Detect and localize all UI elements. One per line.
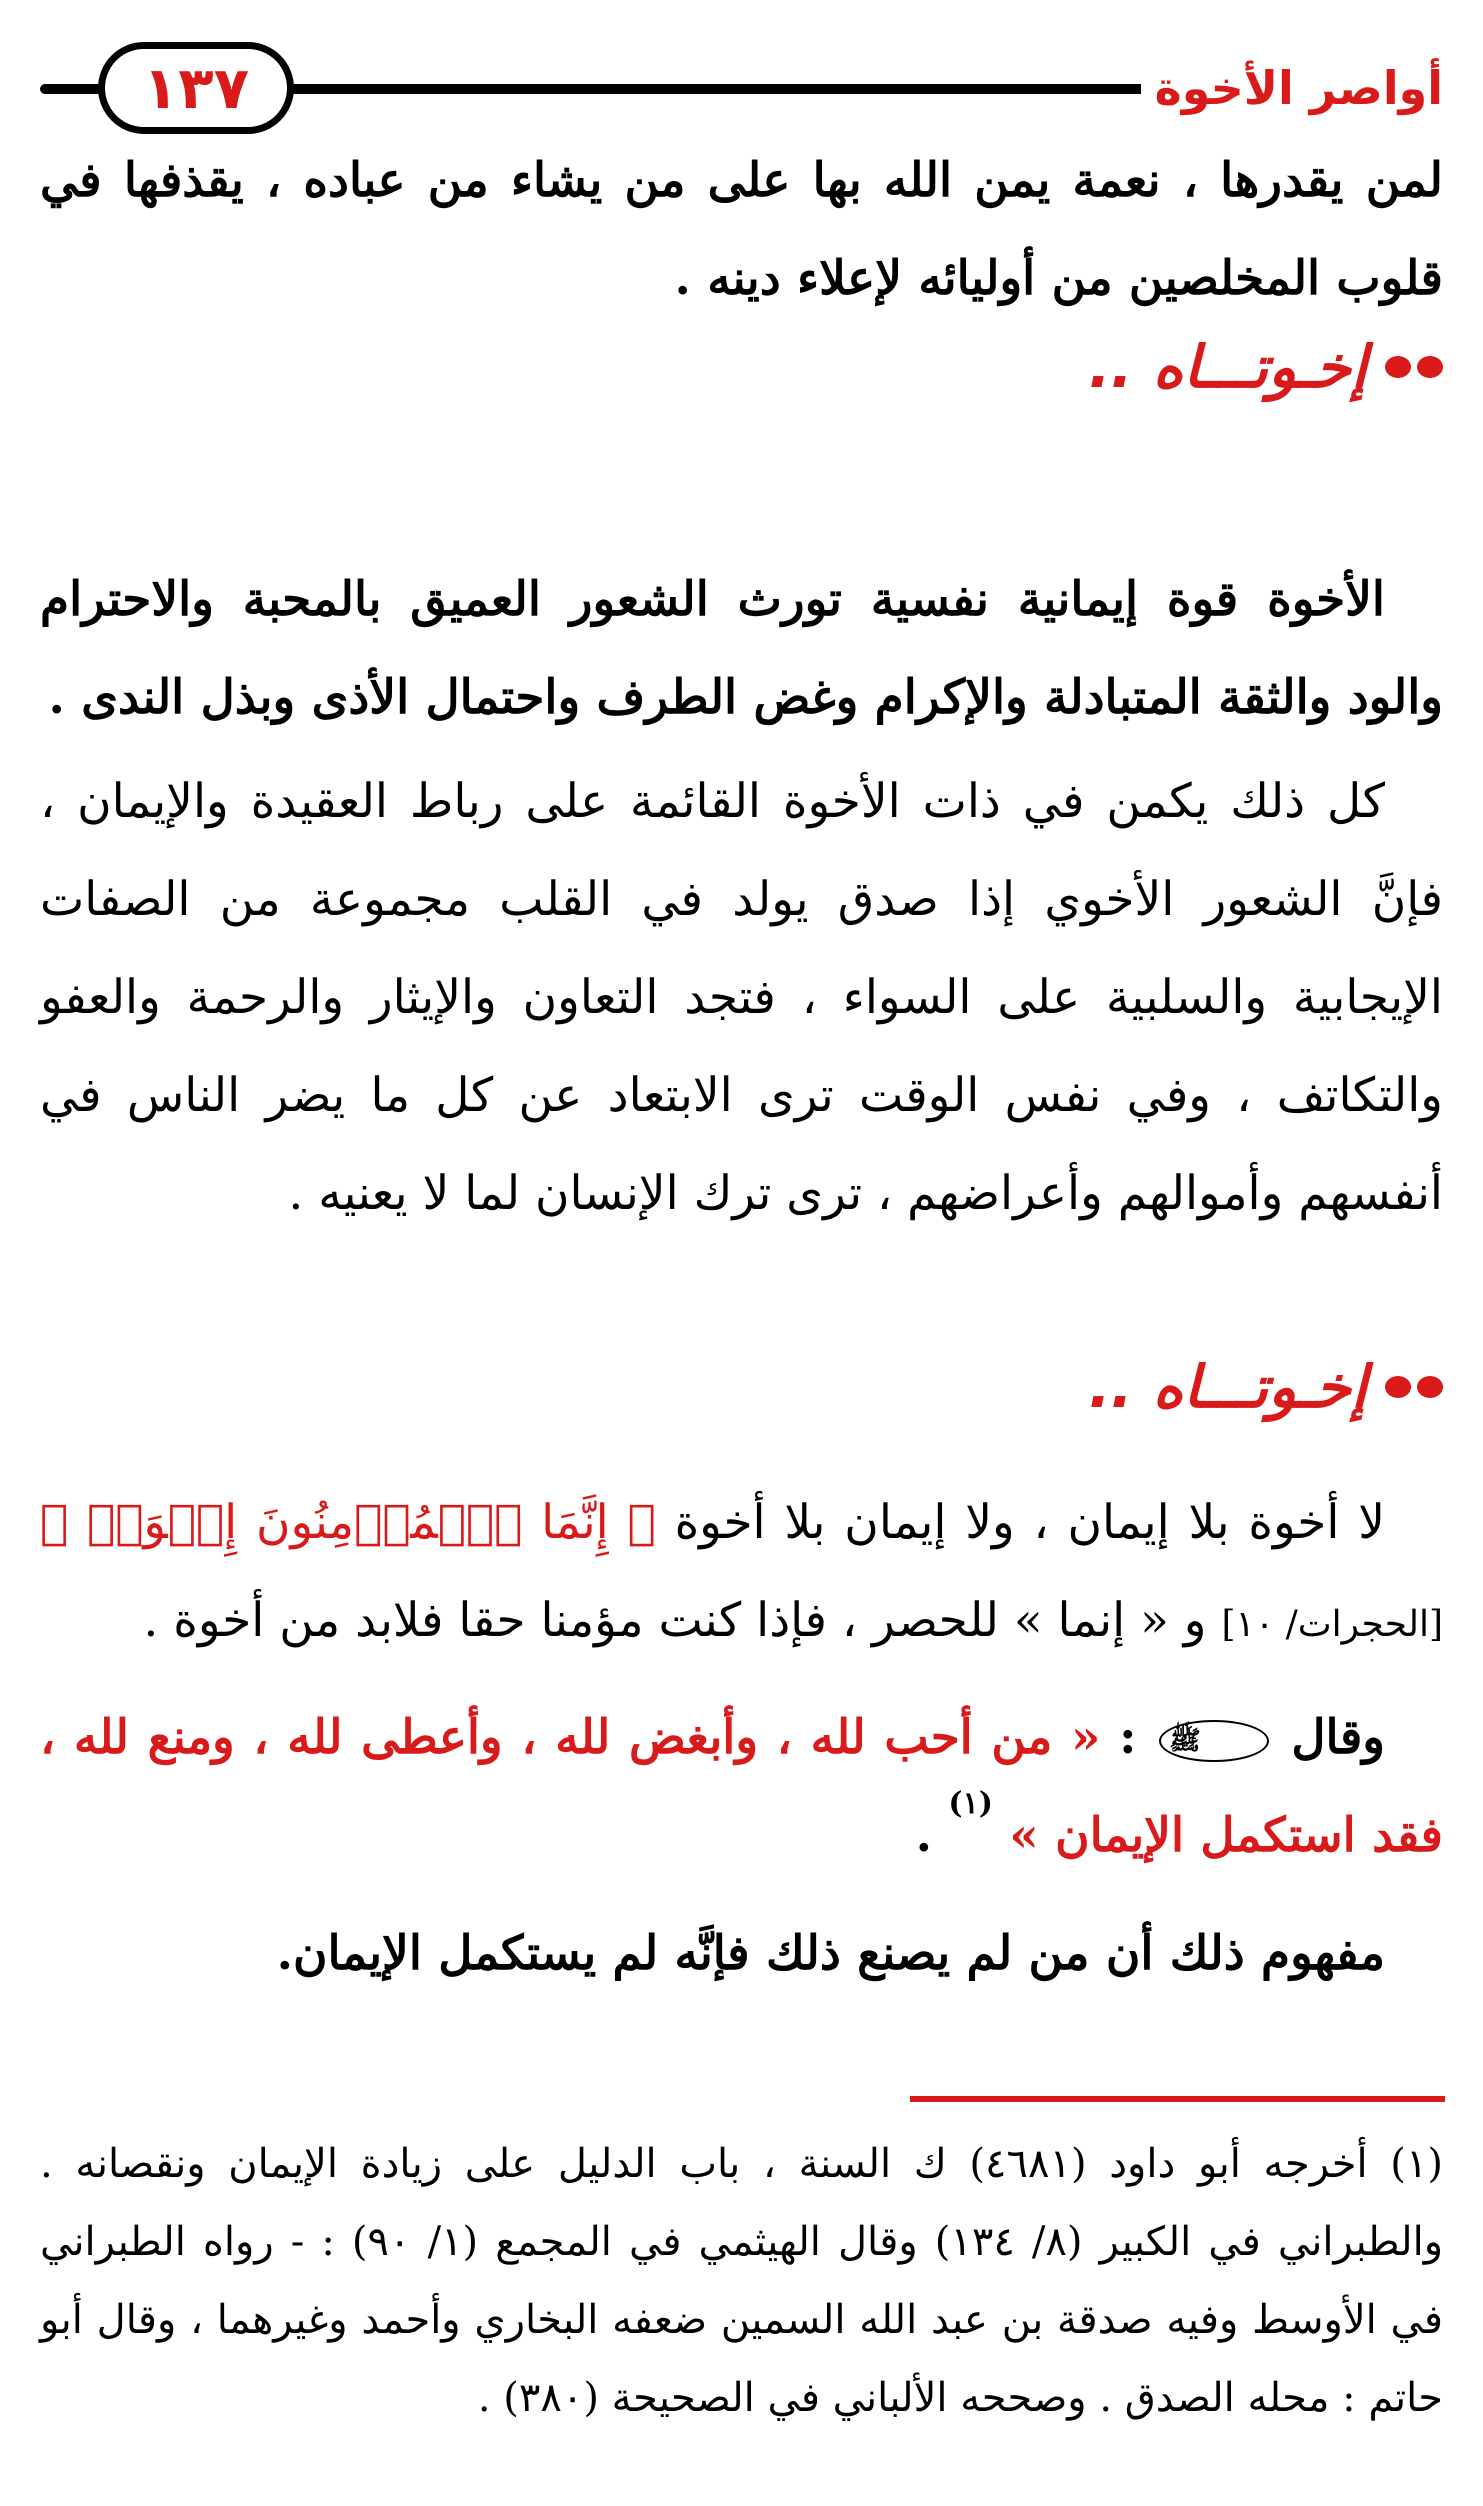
section-heading-2 [1089, 1342, 1443, 1432]
running-title: أواصر الأخوة [1141, 48, 1443, 128]
page-number-badge [98, 42, 294, 134]
section-heading-2-text: إخـوتـــاه .. [1088, 1353, 1367, 1421]
footnotes: (١) أخرجه أبو داود (٤٦٨١) ك السنة ، باب الدليل على زيادة الإيمان ونقصانه . والطبراني في الكبير (٨/ ١٣٤) وقال الهيثمي في المجمع (١/ ٩٠) : - رواه الطبراني في الأوسط وفيه صدقة بن عبد الله السمين ضعفه البخاري وأحمد وغيرهما ، وقال أبو حاتم : محله الصدق . وصححه الألباني في الصحيحة (٣٨٠) . [40, 2141, 1444, 2421]
heading-bullets-icon [1385, 356, 1443, 378]
section2-paragraph-3: مفهوم ذلك أن من لم يصنع ذلك فإنَّه لم يستكمل الإيمان. [276, 1926, 1385, 1981]
section2-paragraph-2 [40, 1689, 1443, 1891]
paragraph-text: و « إنما » للحصر ، فإذا كنت مؤمنا حقا فلابد من أخوة . [143, 1593, 1207, 1648]
footnote-marker: (١) [948, 1786, 993, 1821]
paragraph-text: وقال [1291, 1710, 1386, 1765]
section2-paragraph-1 [40, 1474, 1443, 1674]
footnote-divider [910, 2096, 1445, 2102]
section-heading-1 [1089, 322, 1443, 412]
section1-paragraph-1: الأخوة قوة إيمانية نفسية تورث الشعور العميق بالمحبة والاحترام والود والثقة المتبادلة والإكرام وغض الطرف واحتمال الأذى وبذل الندى . [40, 572, 1443, 725]
intro-paragraph: لمن يقدرها ، نعمة يمن الله بها على من يشاء من عباده ، يقذفها في قلوب المخلصين من أوليائه لإعلاء دينه . [40, 153, 1443, 306]
paragraph-text: لا أخوة بلا إيمان ، ولا إيمان بلا أخوة [674, 1495, 1386, 1550]
hadith-quote: « من أحب لله ، وأبغض لله ، وأعطى لله ، ومنع لله ، فقد استكمل الإيمان » [40, 1710, 1443, 1863]
pbuh-honorific-icon: ﷺ [1159, 1720, 1268, 1762]
sentence-end: . [915, 1808, 933, 1863]
heading-bullets-icon [1385, 1376, 1443, 1398]
page-number: ١٣٧ [142, 54, 250, 122]
colon: : [1119, 1710, 1137, 1765]
section-heading-1-text: إخـوتـــاه .. [1088, 333, 1367, 401]
page-header [40, 42, 1443, 130]
section1-paragraph-2: كل ذلك يكمن في ذات الأخوة القائمة على رباط العقيدة والإيمان ، فإنَّ الشعور الأخوي إذا صدق يولد في القلب مجموعة من الصفات الإيجابية والسلبية على السواء ، فتجد التعاون والإيثار والرحمة والعفو والتكاتف ، وفي نفس الوقت ترى الابتعاد عن كل ما يضر الناس في أنفسهم وأموالهم وأعراضهم ، ترى ترك الإنسان لما لا يعنيه . [40, 774, 1443, 1221]
quran-verse: ﴿ إِنَّمَا ٱلۡمُؤۡمِنُونَ إِخۡوَةٞ ﴾ [40, 1495, 656, 1550]
verse-reference: [الحجرات/ ١٠] [1221, 1604, 1443, 1645]
